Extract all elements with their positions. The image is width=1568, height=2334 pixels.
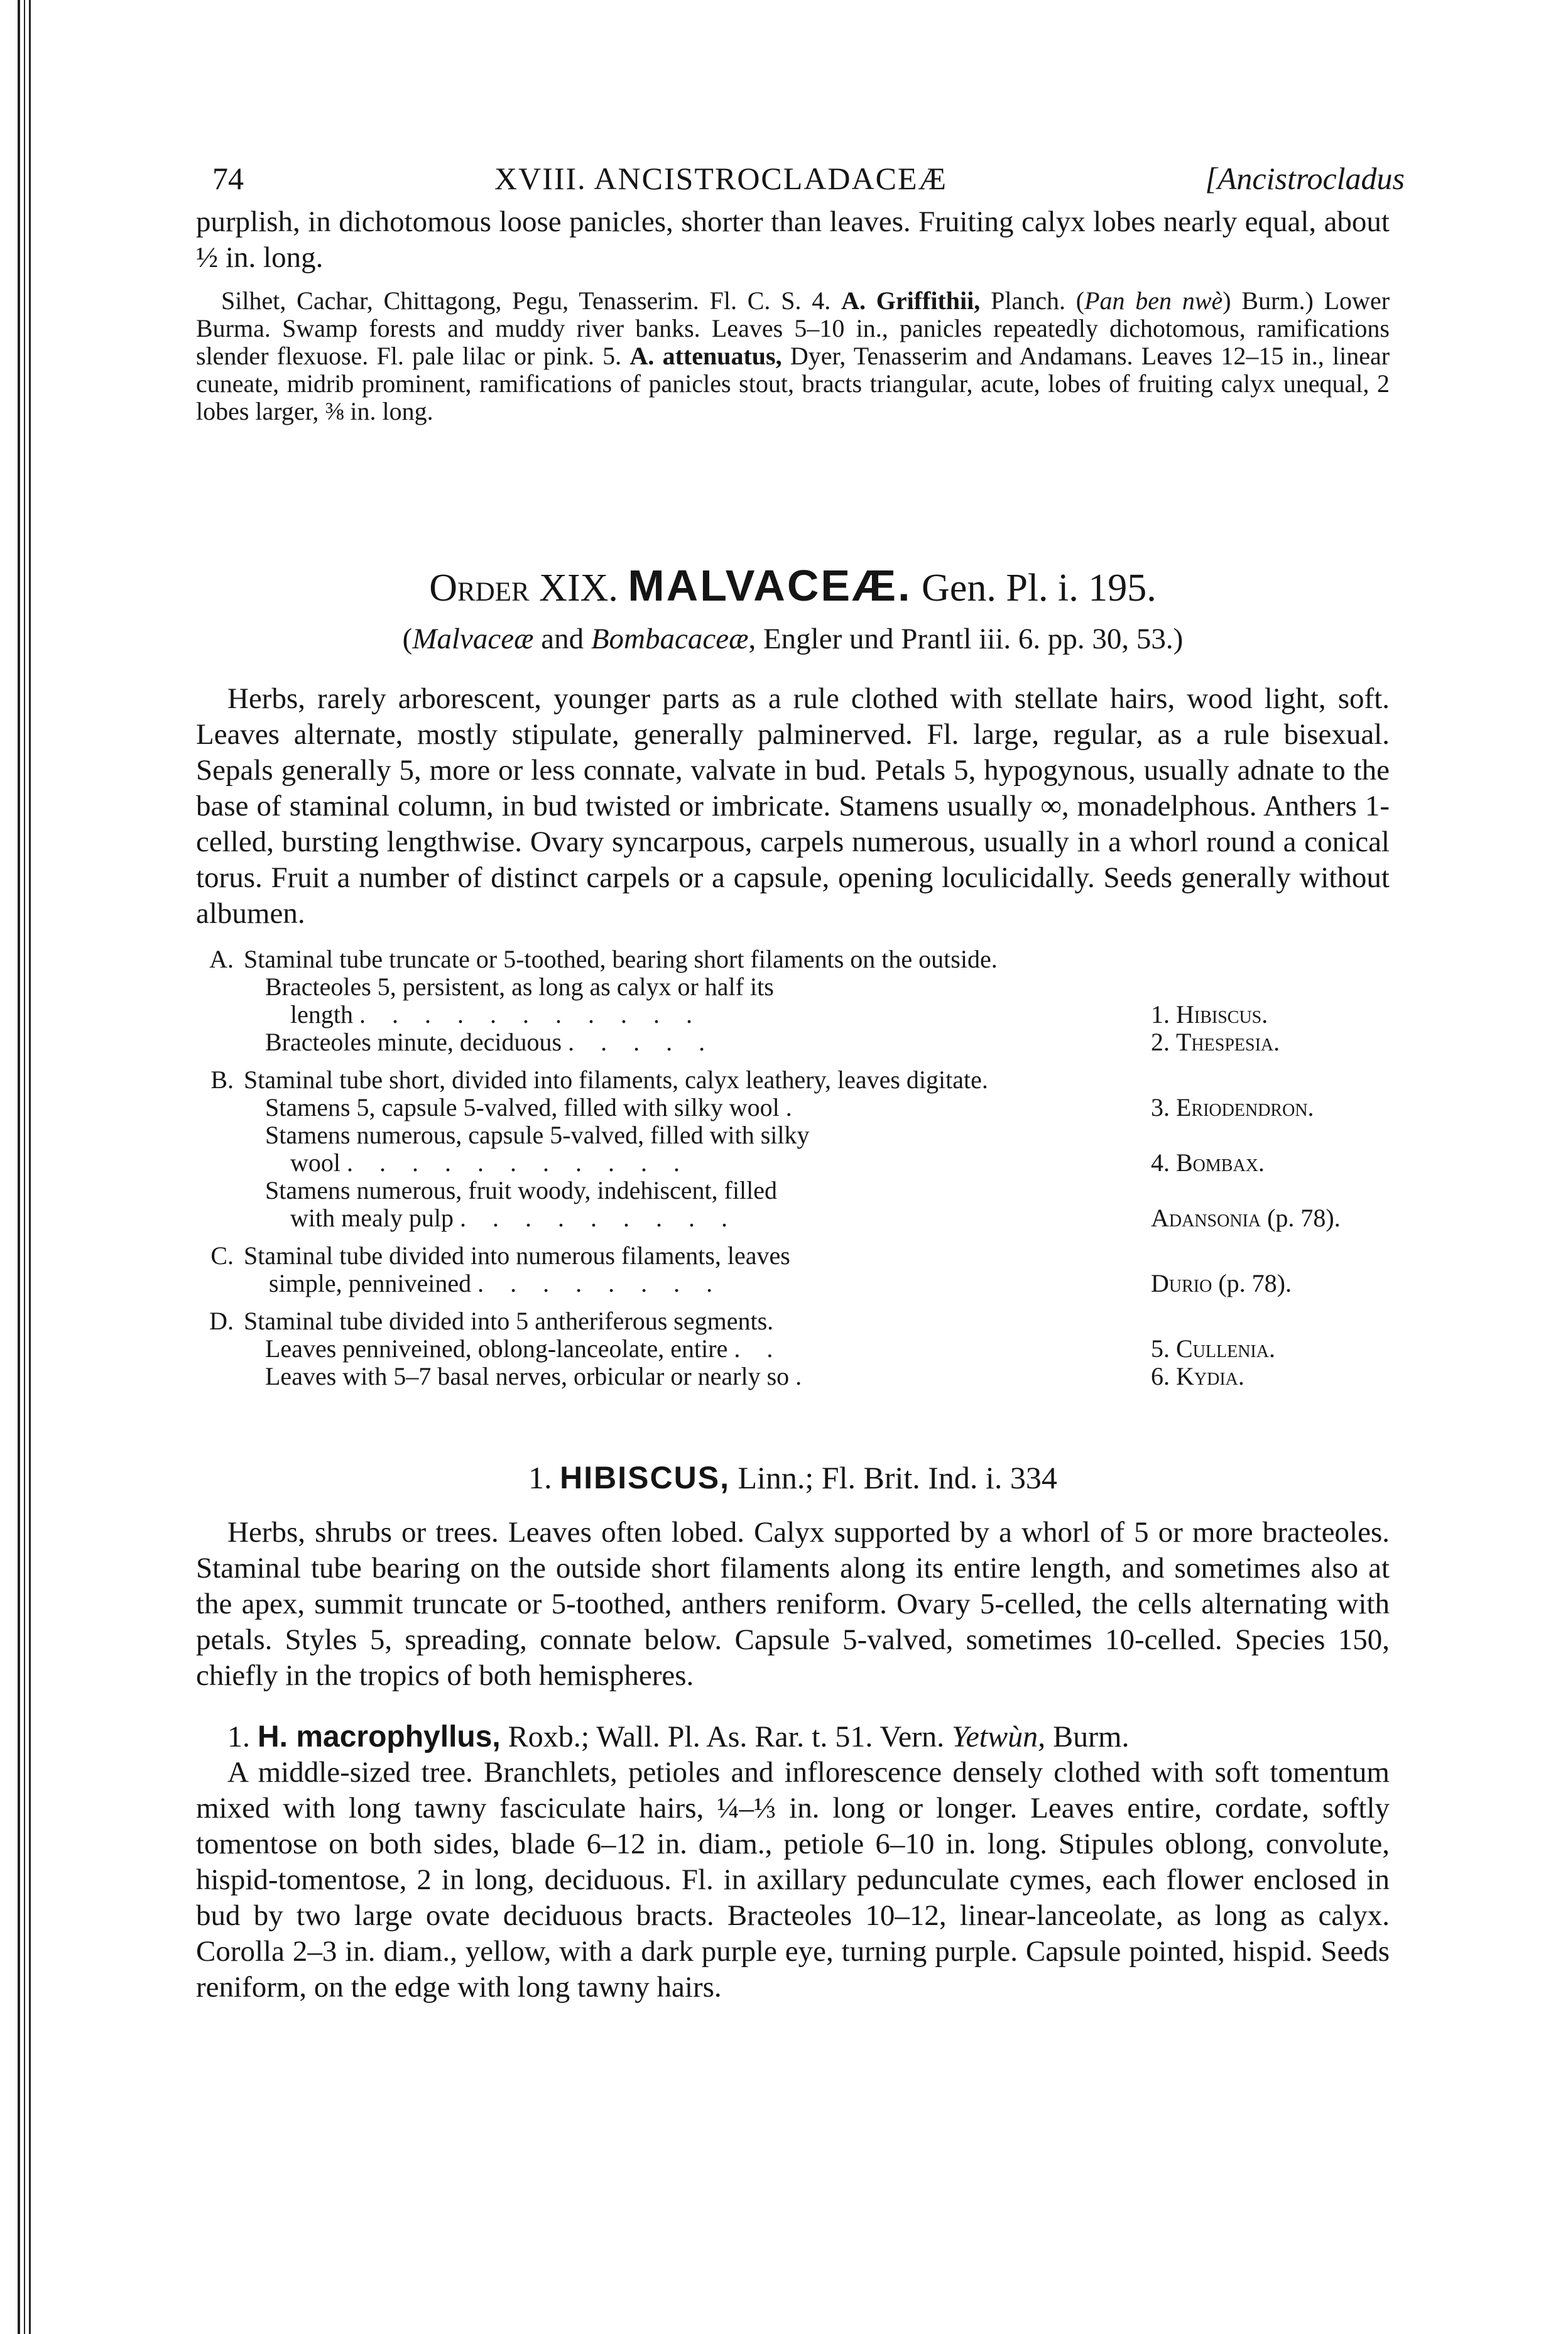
conj: and <box>533 623 591 655</box>
running-header <box>196 160 1405 204</box>
key-label: D. <box>209 1307 234 1335</box>
key-text: Leaves with 5–7 basal nerves, orbicular or nearly so <box>265 1362 790 1390</box>
leader-dots: . . . . . <box>568 1028 716 1056</box>
leader-dots: . . <box>734 1334 783 1363</box>
key-genus: Bombax. <box>1176 1148 1265 1177</box>
species-description: A middle-sized tree. Branchlets, petioles and inflorescence densely clothed with soft tomentum mixed with long tawny fasciculate hairs, ¼–⅓ in. long or longer. Leaves entire, cordate, softly tomentose on both sides, blade 6–12 in. diam., petiole 6–10 in. long. Stipules oblong, convolute, hispid-tomentose, 2 in long, deciduous. Fl. in axillary pedunculate cymes, each flower enclosed in bud by two large ovate deciduous bracts. Bracteoles 10–12, linear-lanceolate, as long as calyx. Corolla 2–3 in. diam., yellow, with a dark purple eye, turning purple. Capsule pointed, hispid. Seeds reniform, on the edge with long tawny hairs. <box>196 1756 1390 2004</box>
key-text: Stamens numerous, fruit woody, indehiscent, filled <box>265 1176 778 1204</box>
key-row <box>196 1363 1390 1390</box>
key-head: Staminal tube truncate or 5-toothed, bearing short filaments on the outside. <box>244 945 998 973</box>
order-number: Order XIX. <box>429 567 618 609</box>
genera-key <box>196 946 1390 1390</box>
key-text-cont: length <box>290 1000 353 1028</box>
note-species-4-vernacular: Pan ben nwè <box>1084 286 1223 315</box>
key-text: Stamens 5, capsule 5-valved, filled with silky wool <box>265 1093 780 1121</box>
key-num: 1. <box>1151 1000 1170 1028</box>
leader-dots: . . . . . . . . . <box>459 1204 738 1232</box>
key-text-cont: simple, penniveined <box>269 1269 472 1297</box>
note-species-5: A. attenuatus, <box>629 342 782 370</box>
genus-heading <box>196 1459 1390 1496</box>
note-species-4-text: ) Burm.) Lower Burma. Swamp forests and muddy river banks. Leaves 5–10 in., panicles repeatedly dichotomous, ramifications slender flexuose. Fl. pale lilac or pink. 5. <box>196 286 1390 370</box>
key-text: Bracteoles minute, deciduous <box>265 1028 562 1056</box>
key-text: Stamens numerous, capsule 5-valved, filled with silky <box>265 1121 810 1149</box>
key-genus: Cullenia. <box>1176 1334 1275 1363</box>
order-reference: Gen. Pl. i. 195. <box>922 567 1157 609</box>
key-text: Leaves penniveined, oblong-lanceolate, entire <box>265 1334 728 1363</box>
key-num: 5. <box>1151 1334 1170 1363</box>
key-label: B. <box>210 1066 234 1094</box>
note-species-4: A. Griffithii, <box>841 286 981 315</box>
note-species-4-author: Planch. ( <box>980 286 1085 315</box>
key-group-b <box>196 1066 1390 1094</box>
key-row <box>196 973 1390 1028</box>
key-row <box>196 1177 1390 1232</box>
key-row <box>196 1094 1390 1121</box>
order-heading <box>196 560 1390 611</box>
genus-number: 1. <box>528 1460 552 1495</box>
key-genus: Thespesia. <box>1176 1028 1280 1056</box>
species-name: H. macrophyllus, <box>258 1720 501 1753</box>
genus-description: Herbs, shrubs or trees. Leaves often lobed. Calyx supported by a whorl of 5 or more bracteoles. Staminal tube bearing on the outside short filaments along its entire length, and sometimes also at the apex, summit truncate or 5-toothed, anthers reniform. Ovary 5-celled, the cells alternating with petals. Styles 5, spreading, connate below. Capsule 5-valved, sometimes 10-celled. Species 150, chiefly in the tropics of both hemispheres. <box>196 1516 1390 1692</box>
key-group-c <box>196 1242 1390 1297</box>
species-vernacular: Yetwùn, <box>952 1720 1046 1753</box>
species-language: Burm. <box>1053 1720 1130 1753</box>
order-description: Herbs, rarely arborescent, younger parts as a rule clothed with stellate hairs, wood light, soft. Leaves alternate, mostly stipulate, generally palminerved. Fl. large, regular, as a rule bisexual. Sepals generally 5, more or less connate, valvate in bud. Petals 5, hypogynous, usually adnate to the base of staminal column, in bud twisted or imbricate. Stamens usually ∞, monadelphous. Anthers 1-celled, bursting lengthwise. Ovary syncarpous, carpels numerous, usually in a whorl round a conical torus. Fruit a number of distinct carpels or a capsule, opening loculicidally. Seeds generally without albumen. <box>196 682 1390 930</box>
key-num: 3. <box>1151 1093 1170 1121</box>
species-reference: Roxb.; Wall. Pl. As. Rar. t. 51. Vern. <box>508 1720 945 1753</box>
key-label: A. <box>209 945 234 973</box>
key-head: Staminal tube divided into numerous filaments, leaves <box>244 1241 790 1270</box>
key-group-d <box>196 1307 1390 1335</box>
leader-dots: . . . . . . . . . . . <box>347 1148 690 1177</box>
note-species-5-text: Dyer, Tenasserim and Andamans. Leaves 12–15 in., linear cuneate, midrib prominent, ramifications of panicles stout, bracts triangular, acute, lobes of fruiting calyx unequal, 2 lobes larger, ⅜ in. long. <box>196 342 1390 425</box>
page <box>196 160 1405 2005</box>
key-num: 6. <box>1151 1362 1170 1390</box>
key-row <box>196 1335 1390 1363</box>
key-page-ref: (p. 78). <box>1218 1269 1292 1297</box>
key-row <box>196 1028 1390 1056</box>
continuation-paragraph: purplish, in dichotomous loose panicles, shorter than leaves. Fruiting calyx lobes nearly equal, about ½ in. long. <box>196 205 1390 274</box>
leader-dots: . <box>785 1093 802 1121</box>
key-genus: Adansonia <box>1151 1204 1261 1232</box>
key-genus: Eriodendron. <box>1176 1093 1314 1121</box>
key-label: C. <box>210 1241 234 1270</box>
key-genus: Durio <box>1151 1269 1212 1297</box>
order-sub-reference: , Engler und Prantl iii. 6. pp. 30, 53.) <box>748 623 1184 655</box>
key-text-cont: with mealy pulp <box>290 1204 454 1232</box>
species-heading <box>196 1719 1390 1755</box>
note-localities: Silhet, Cachar, Chittagong, Pegu, Tenasserim. Fl. C. S. 4. <box>221 286 831 315</box>
key-row <box>196 1121 1390 1177</box>
key-head: Staminal tube short, divided into filaments, calyx leathery, leaves digitate. <box>244 1066 988 1094</box>
paren: ( <box>402 623 413 655</box>
leader-dots: . . . . . . . . . . . <box>359 1000 702 1028</box>
genus-reference: Linn.; Fl. Brit. Ind. i. 334 <box>738 1460 1057 1495</box>
section-title: XVIII. ANCISTROCLADACEÆ <box>494 161 947 196</box>
binding-margin-lines <box>18 0 43 2334</box>
page-number: 74 <box>212 161 244 196</box>
leader-dots: . <box>795 1362 812 1390</box>
leader-dots: . . . . . . . . <box>477 1269 723 1297</box>
key-text-cont: wool <box>290 1148 340 1177</box>
genus-name: HIBISCUS, <box>560 1460 730 1495</box>
key-genus: Kydia. <box>1176 1362 1244 1390</box>
key-num: 4. <box>1151 1148 1170 1177</box>
key-text: Bracteoles 5, persistent, as long as calyx or half its <box>265 973 774 1001</box>
key-num: 2. <box>1151 1028 1170 1056</box>
key-page-ref: (p. 78). <box>1267 1204 1341 1232</box>
order-name: MALVACEÆ. <box>628 561 912 610</box>
key-genus: Hibiscus. <box>1176 1000 1268 1028</box>
family-bombacaceae: Bombacaceæ <box>591 623 749 655</box>
key-head: Staminal tube divided into 5 antheriferous segments. <box>244 1307 774 1335</box>
species-note <box>196 287 1390 425</box>
order-subheading <box>196 622 1390 656</box>
key-group-a <box>196 946 1390 973</box>
family-malvaceae: Malvaceæ <box>412 623 534 655</box>
running-genus: [Ancistrocladus <box>1205 161 1405 196</box>
species-number: 1. <box>227 1720 250 1753</box>
